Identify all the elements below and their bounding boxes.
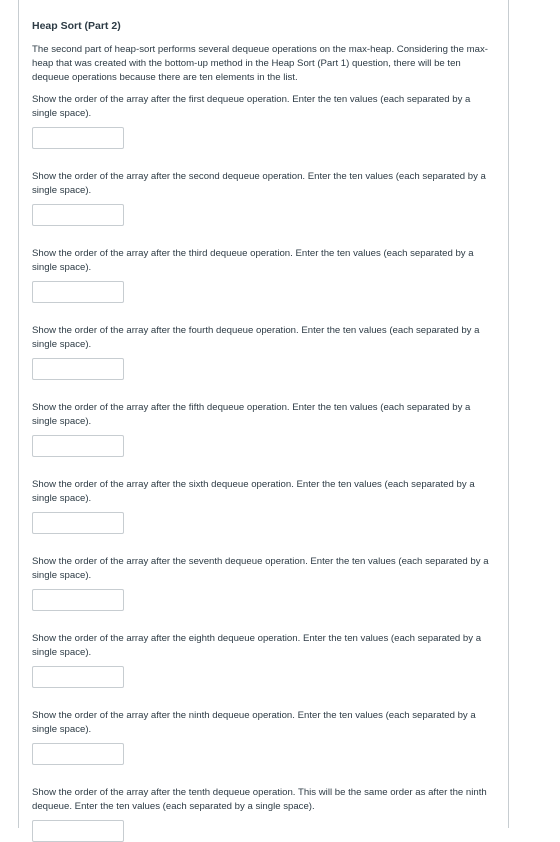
answer-input-6[interactable] <box>32 512 124 534</box>
question-4 <box>32 324 496 380</box>
question-panel <box>18 0 509 828</box>
question-9 <box>32 709 496 765</box>
question-5 <box>32 401 496 457</box>
spacer <box>32 534 496 555</box>
answer-input-7[interactable] <box>32 589 124 611</box>
spacer <box>32 380 496 401</box>
question-2 <box>32 170 496 226</box>
answer-input-10[interactable] <box>32 820 124 842</box>
spacer <box>32 149 496 170</box>
question-text: Show the order of the array after the seventh dequeue operation. Enter the ten values (each separated by a single space). <box>32 556 489 581</box>
spacer <box>32 688 496 709</box>
question-text: Show the order of the array after the fifth dequeue operation. Enter the ten values (each separated by a single space). <box>32 402 471 427</box>
question-text: Show the order of the array after the first dequeue operation. Enter the ten values (each separated by a single space). <box>32 94 471 119</box>
spacer <box>32 226 496 247</box>
question-text: Show the order of the array after the second dequeue operation. Enter the ten values (each separated by a single space). <box>32 171 486 196</box>
answer-input-9[interactable] <box>32 743 124 765</box>
answer-input-8[interactable] <box>32 666 124 688</box>
question-10 <box>32 786 496 842</box>
spacer <box>32 457 496 478</box>
question-content <box>19 0 508 842</box>
answer-input-4[interactable] <box>32 358 124 380</box>
question-1 <box>32 93 496 149</box>
question-3 <box>32 247 496 303</box>
spacer <box>32 303 496 324</box>
spacer <box>32 611 496 632</box>
spacer <box>32 765 496 786</box>
answer-input-3[interactable] <box>32 281 124 303</box>
question-7 <box>32 555 496 611</box>
question-8 <box>32 632 496 688</box>
question-text: Show the order of the array after the fourth dequeue operation. Enter the ten values (each separated by a single space). <box>32 325 480 350</box>
question-title: Heap Sort (Part 2) <box>32 20 121 32</box>
question-text: Show the order of the array after the eighth dequeue operation. Enter the ten values (each separated by a single space). <box>32 633 482 658</box>
answer-input-5[interactable] <box>32 435 124 457</box>
question-intro: The second part of heap-sort performs several dequeue operations on the max-heap. Considering the max-heap that was created with the bottom-up method in the Heap Sort (Part 1) question, there will be ten dequeue operations because there are ten elements in the list. <box>32 44 488 83</box>
question-text: Show the order of the array after the third dequeue operation. Enter the ten values (each separated by a single space). <box>32 248 474 273</box>
answer-input-2[interactable] <box>32 204 124 226</box>
question-6 <box>32 478 496 534</box>
answer-input-1[interactable] <box>32 127 124 149</box>
question-text: Show the order of the array after the ninth dequeue operation. Enter the ten values (each separated by a single space). <box>32 710 476 735</box>
question-text: Show the order of the array after the tenth dequeue operation. This will be the same order as after the ninth dequeue. Enter the ten values (each separated by a single space). <box>32 787 487 812</box>
question-text: Show the order of the array after the sixth dequeue operation. Enter the ten values (each separated by a single space). <box>32 479 475 504</box>
